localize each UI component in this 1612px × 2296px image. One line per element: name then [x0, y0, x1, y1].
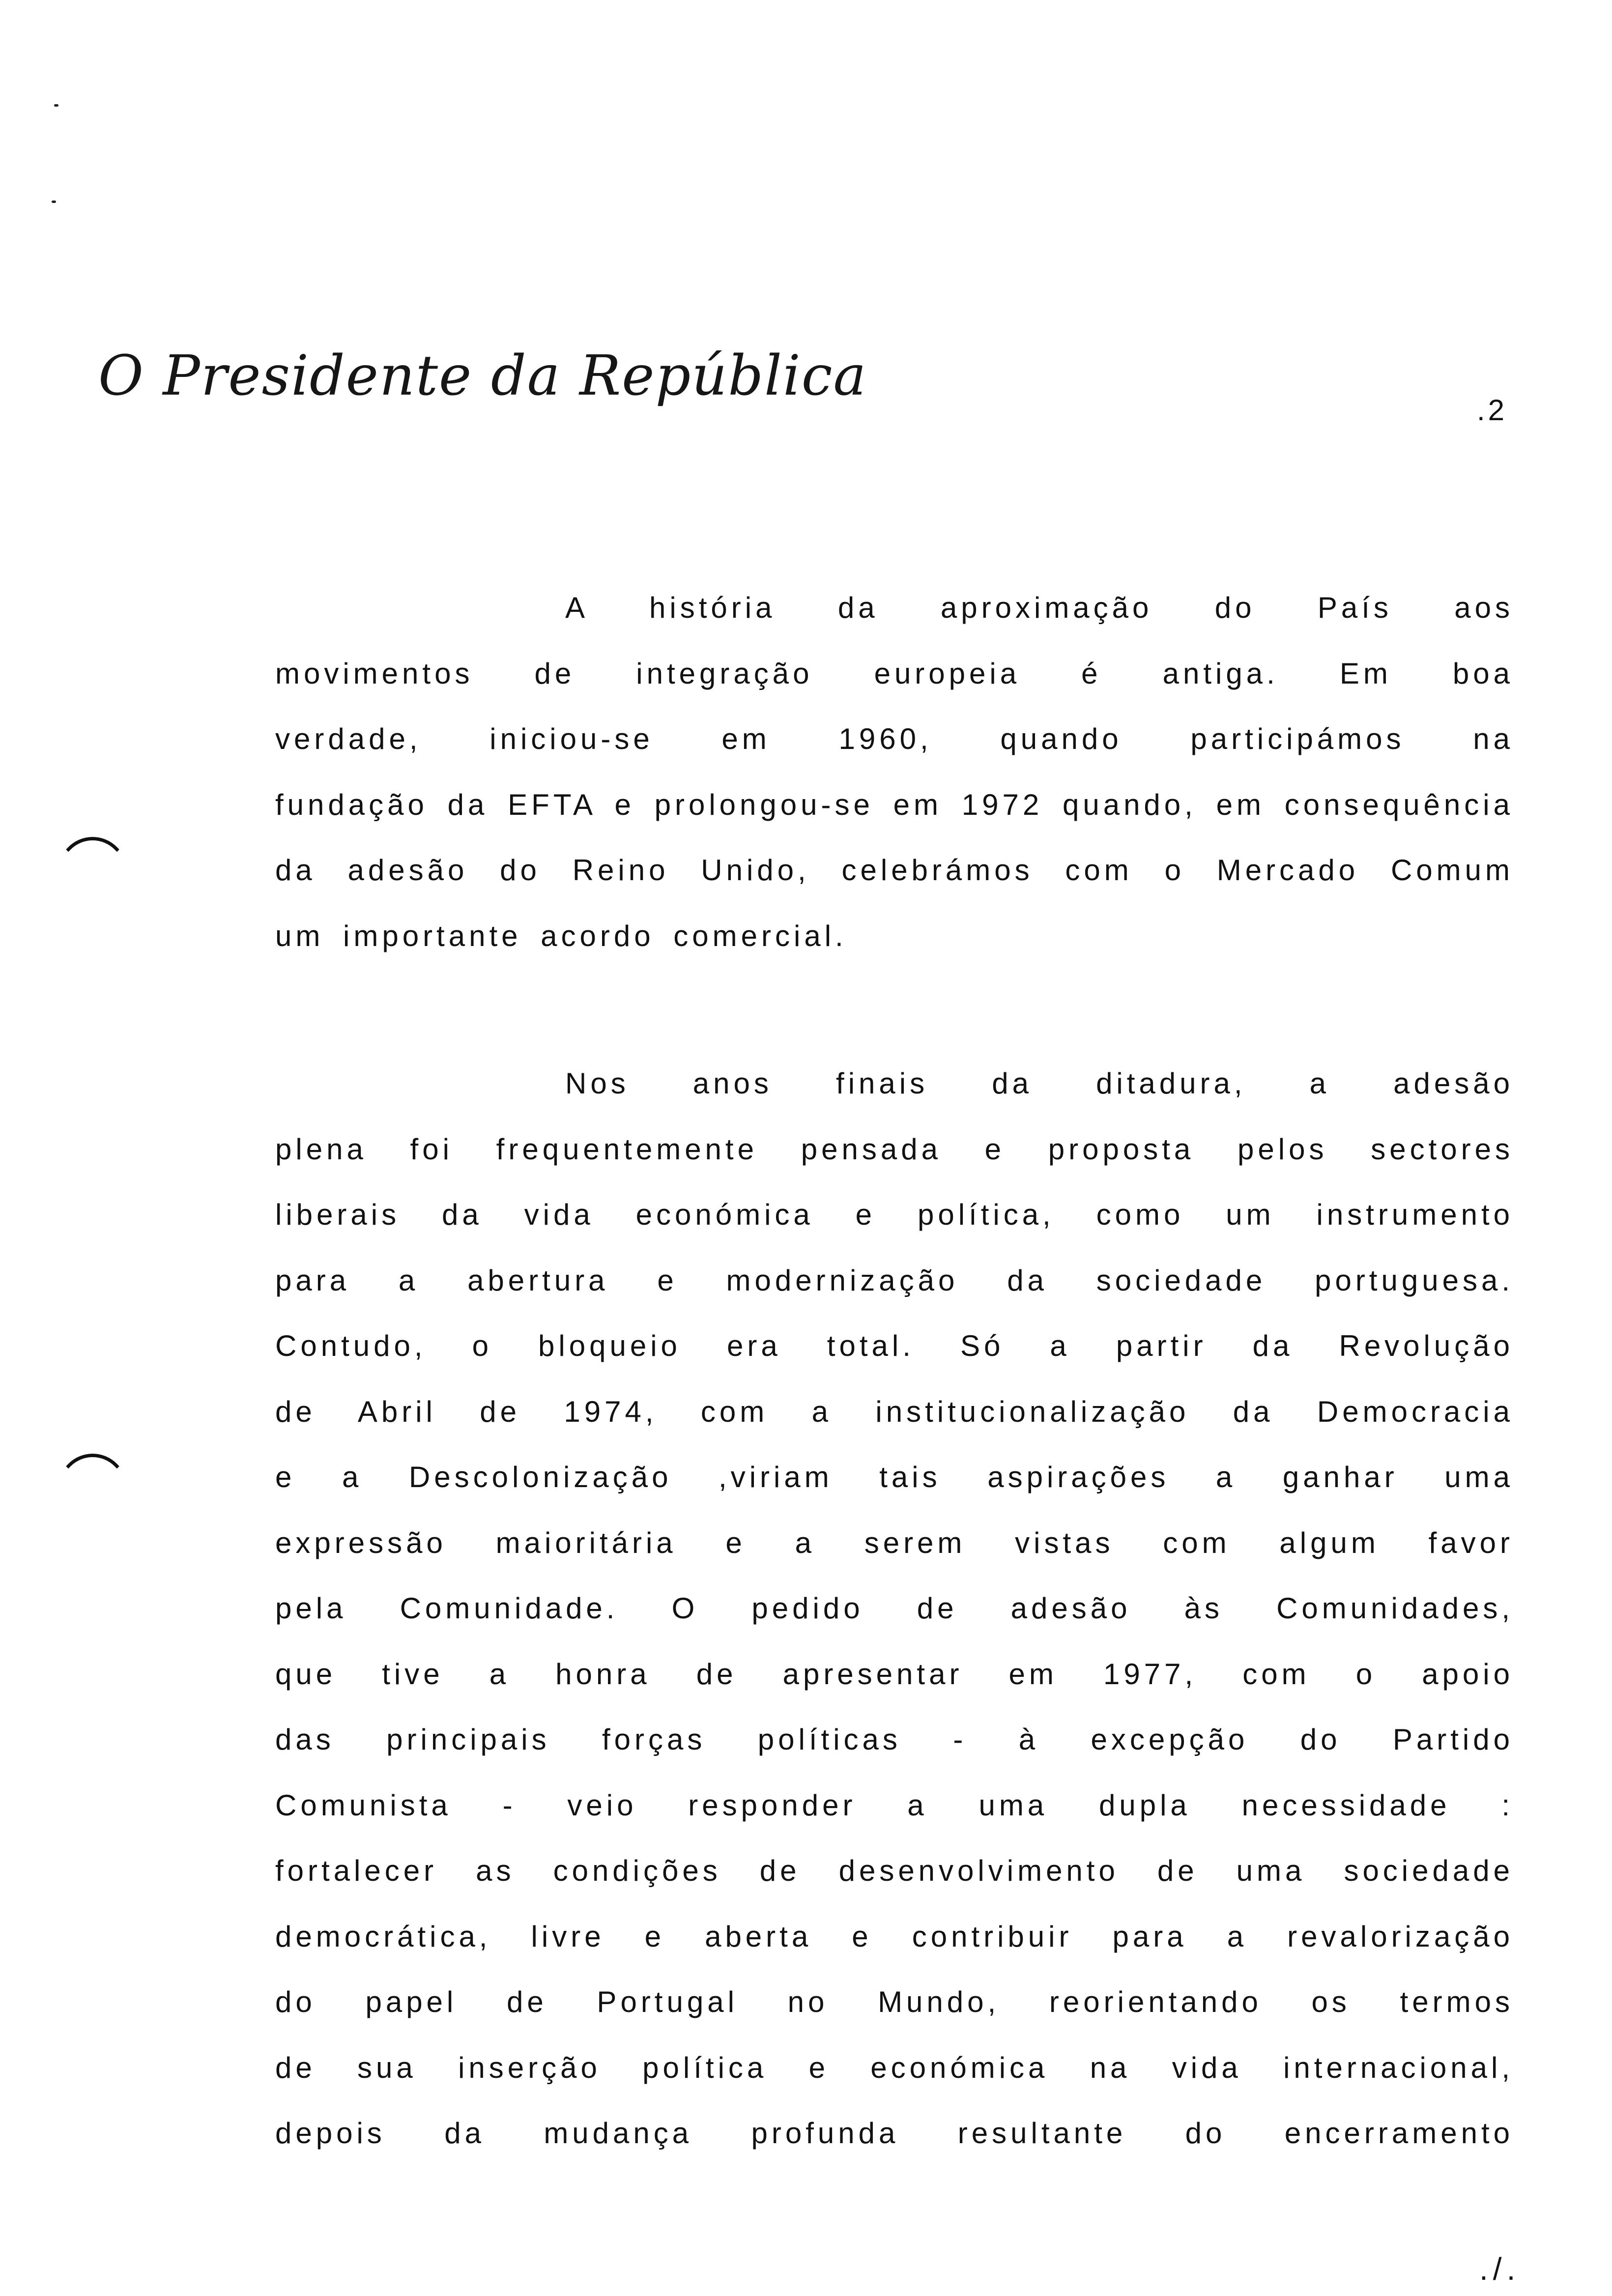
- binding-mark-icon: [66, 823, 119, 876]
- binding-mark-icon: [66, 1439, 119, 1493]
- text-line: plena foi frequentemente pensada e proposta pelos sectores: [275, 1132, 1514, 1166]
- text-line: de Abril de 1974, com a institucionalização da Democracia: [275, 1395, 1514, 1428]
- continuation-mark: ./.: [1479, 2251, 1521, 2287]
- paragraph-2: [275, 1051, 1514, 2166]
- text-line: fundação da EFTA e prolongou-se em 1972 quando, em consequência: [275, 788, 1514, 821]
- text-line: depois da mudança profunda resultante do encerramento: [275, 2117, 1514, 2150]
- letterhead-title: O Presidente da República: [98, 344, 867, 408]
- text-line: Nos anos finais da ditadura, a adesão: [565, 1067, 1514, 1100]
- text-line: A história da aproximação do País aos: [565, 591, 1514, 624]
- text-line: Comunista - veio responder a uma dupla necessidade :: [275, 1788, 1514, 1822]
- paragraph-1: [275, 575, 1514, 969]
- text-line: um importante acordo comercial.: [275, 919, 847, 952]
- text-line: verdade, iniciou-se em 1960, quando participámos na: [275, 722, 1514, 755]
- text-line: movimentos de integração europeia é antiga. Em boa: [275, 657, 1514, 690]
- text-line: fortalecer as condições de desenvolvimento de uma sociedade: [275, 1854, 1514, 1887]
- text-line: das principais forças políticas - à excepção do Partido: [275, 1723, 1514, 1756]
- text-line: para a abertura e modernização da sociedade portuguesa.: [275, 1263, 1514, 1297]
- text-line: do papel de Portugal no Mundo, reorientando os termos: [275, 1985, 1514, 2018]
- scan-speck: [54, 104, 58, 107]
- text-line: da adesão do Reino Unido, celebrámos com o Mercado Comum: [275, 854, 1514, 887]
- text-line: democrática, livre e aberta e contribuir para a revalorização: [275, 1920, 1514, 1953]
- text-line: que tive a honra de apresentar em 1977, com o apoio: [275, 1657, 1514, 1691]
- scan-speck: [52, 201, 56, 203]
- text-line: pela Comunidade. O pedido de adesão às Comunidades,: [275, 1592, 1514, 1625]
- text-line: expressão maioritária e a serem vistas com algum favor: [275, 1526, 1514, 1559]
- text-line: Contudo, o bloqueio era total. Só a partir da Revolução: [275, 1329, 1514, 1362]
- text-line: e a Descolonização ,viriam tais aspirações a ganhar uma: [275, 1461, 1514, 1493]
- page-number: .2: [1477, 394, 1508, 427]
- text-line: de sua inserção política e económica na vida internacional,: [275, 2051, 1514, 2084]
- text-line: liberais da vida económica e política, como um instrumento: [275, 1198, 1514, 1231]
